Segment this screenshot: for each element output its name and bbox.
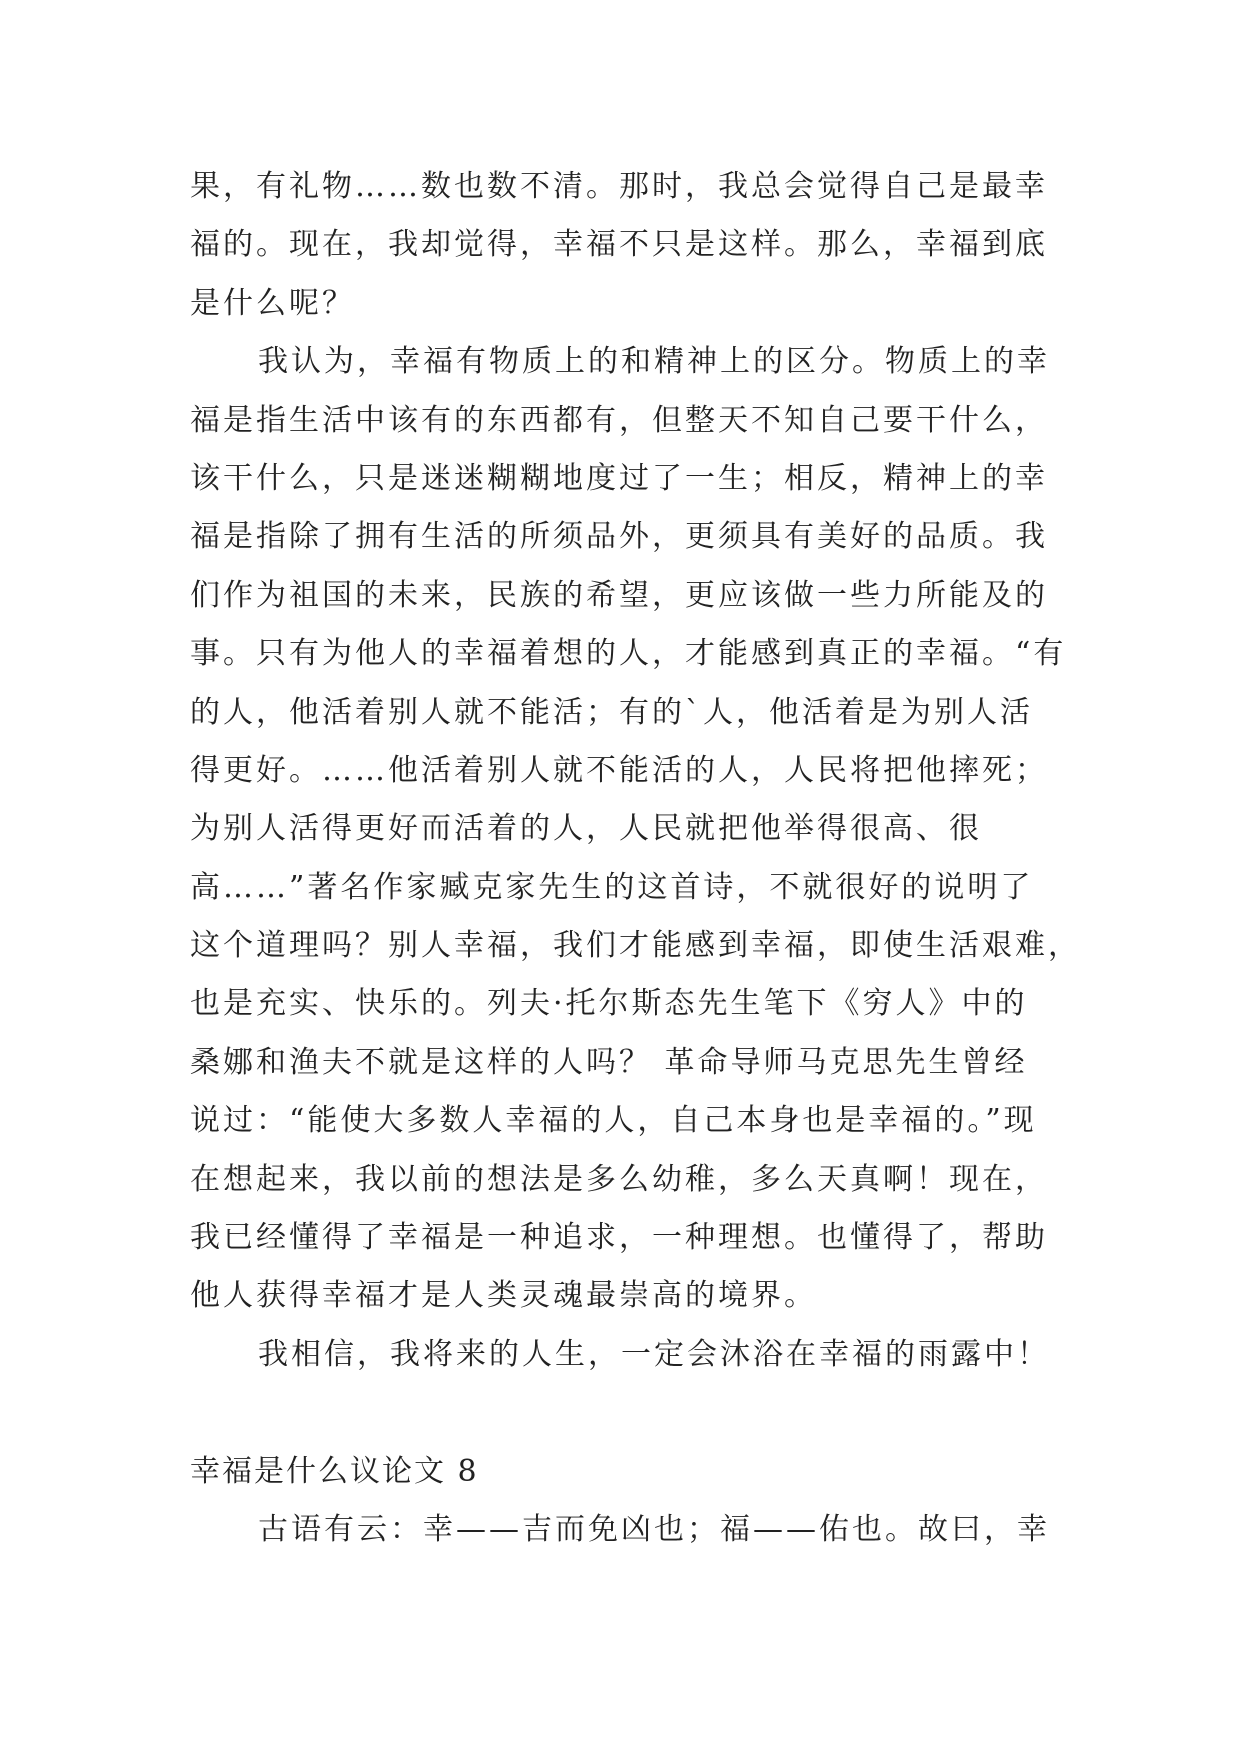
paragraph-spacer bbox=[190, 1384, 1050, 1442]
text-line: 我已经懂得了幸福是一种追求，一种理想。也懂得了，帮助 bbox=[190, 1220, 1048, 1256]
text-line: 为别人活得更好而活着的人，人民就把他举得很高、很 bbox=[190, 811, 982, 847]
text-line: 在想起来，我以前的想法是多么幼稚，多么天真啊！现在， bbox=[190, 1161, 1048, 1197]
text-line: 们作为祖国的未来，民族的希望，更应该做一些力所能及的 bbox=[190, 577, 1048, 613]
text-line: 说过：“能使大多数人幸福的人，自己本身也是幸福的。”现 bbox=[190, 1103, 1037, 1139]
text-line: 桑娜和渔夫不就是这样的人吗？ 革命导师马克思先生曾经 bbox=[190, 1044, 1028, 1080]
paragraph-first-line: 古语有云：幸——吉而免凶也；福——佑也。故曰，幸 bbox=[258, 1511, 1050, 1547]
text-line: 该干什么，只是迷迷糊糊地度过了一生；相反，精神上的幸 bbox=[190, 460, 1048, 496]
text-line: 事。只有为他人的幸福着想的人，才能感到真正的幸福。“有 bbox=[190, 636, 1067, 672]
section-heading: 幸福是什么议论文 8 bbox=[190, 1453, 479, 1489]
text-line: 他人获得幸福才是人类灵魂最崇高的境界。 bbox=[190, 1278, 817, 1314]
text-line: 福的。现在，我却觉得，幸福不只是这样。那么，幸福到底 bbox=[190, 227, 1048, 263]
document-body bbox=[190, 158, 1081, 1559]
paragraph-closing: 我相信，我将来的人生，一定会沐浴在幸福的雨露中！ bbox=[258, 1336, 1050, 1372]
text-line: 福是指生活中该有的东西都有，但整天不知自己要干什么， bbox=[190, 402, 1048, 438]
text-line: 得更好。……他活着别人就不能活的人，人民将把他摔死； bbox=[190, 752, 1048, 788]
text-line: 是什么呢？ bbox=[190, 285, 355, 321]
text-line: 也是充实、快乐的。列夫·托尔斯态先生笔下《穷人》中的 bbox=[190, 986, 1028, 1022]
text-line: 高……”著名作家臧克家先生的这首诗，不就很好的说明了 bbox=[190, 869, 1034, 905]
text-line: 的人，他活着别人就不能活；有的`人，他活着是为别人活 bbox=[190, 694, 1033, 730]
text-line: 福是指除了拥有生活的所须品外，更须具有美好的品质。我 bbox=[190, 519, 1048, 555]
text-line: 这个道理吗？别人幸福，我们才能感到幸福，即使生活艰难， bbox=[190, 928, 1081, 964]
paragraph-first-line: 我认为，幸福有物质上的和精神上的区分。物质上的幸 bbox=[258, 344, 1050, 380]
text-line: 果，有礼物……数也数不清。那时，我总会觉得自己是最幸 bbox=[190, 169, 1048, 204]
